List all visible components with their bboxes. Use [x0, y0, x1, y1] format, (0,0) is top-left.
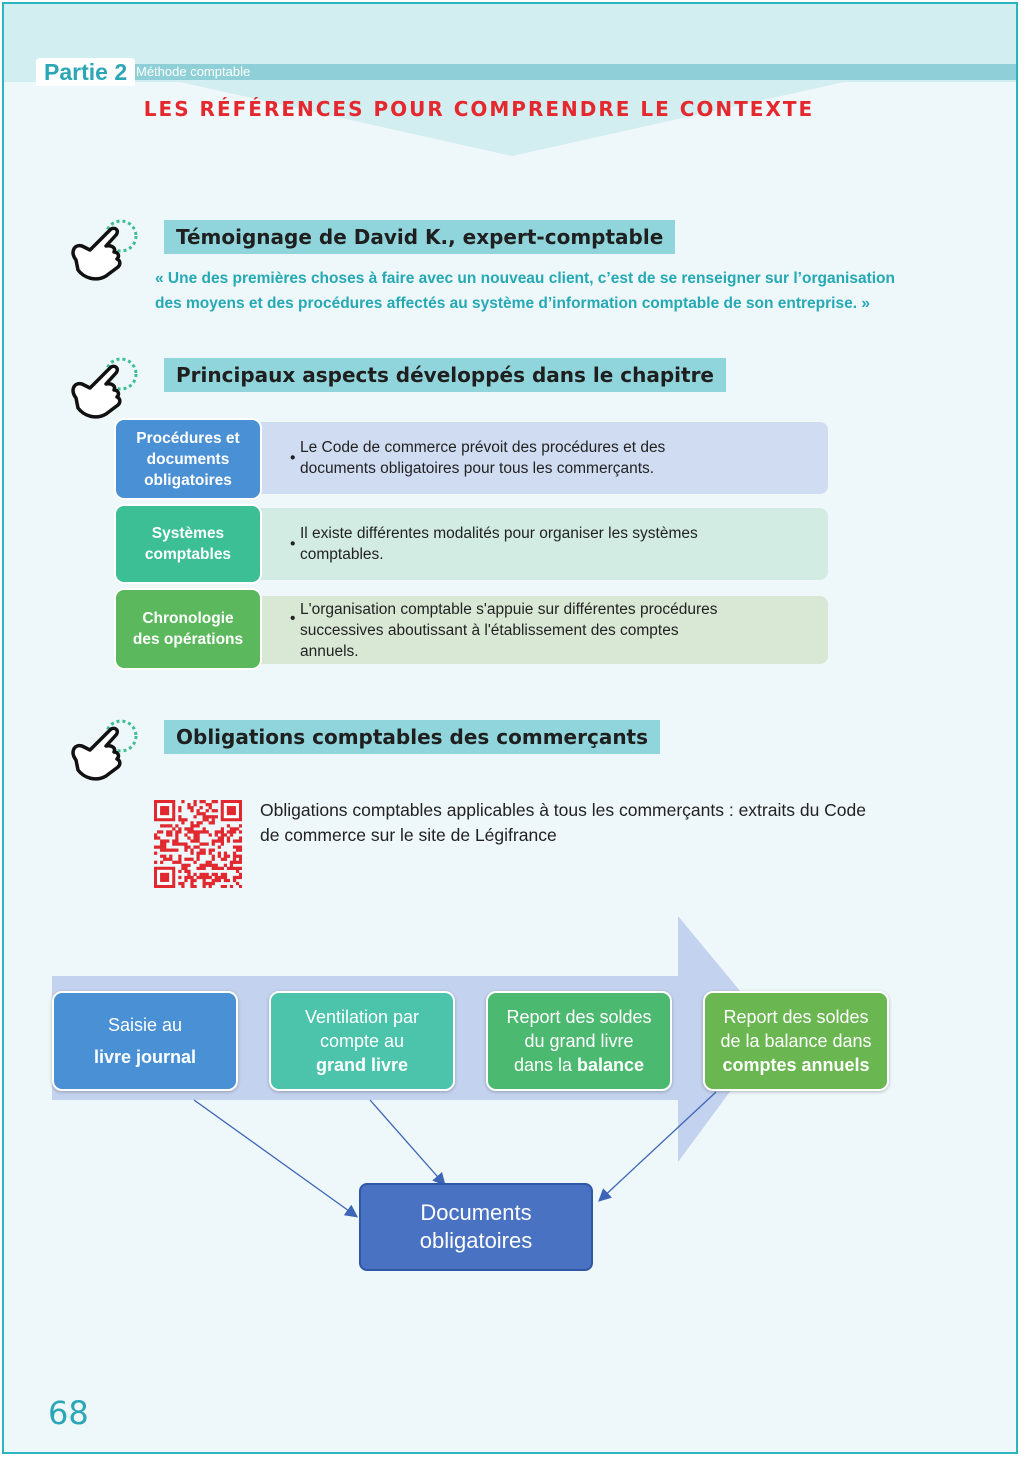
aspect-label-chronologie [116, 590, 260, 668]
connector-arrow [194, 1100, 356, 1216]
aspect-label-line: Chronologie [142, 610, 234, 627]
aspect-desc-line: annuels. [300, 642, 359, 660]
aspect-label-line: Procédures et [136, 429, 240, 447]
aspect-label-line: comptables [144, 546, 232, 563]
aspect-description [260, 508, 828, 580]
flow-step-line: Report des soldes [506, 1007, 652, 1027]
aspect-desc-line: Il existe différentes modalités pour organiser les systèmes [300, 525, 698, 542]
flow-step-line: Report des soldes [723, 1007, 869, 1027]
documents-line: obligatoires [419, 1228, 533, 1253]
partie-subtitle: Méthode comptable [136, 64, 251, 79]
partie-label: Partie 2 [36, 58, 135, 86]
aspect-label-line: Systèmes [151, 525, 225, 542]
flow-step-line: dans la [513, 1055, 577, 1075]
qr-description [260, 798, 920, 848]
flow-step-comptes-annuels [703, 991, 889, 1091]
qr-code-icon[interactable] [154, 800, 242, 888]
testimony-quote [155, 266, 915, 316]
section-title-obligations: Obligations comptables des commerçants [164, 720, 660, 754]
page-number: 68 [48, 1394, 89, 1432]
qr-description-line: de commerce sur le site de Légifrance [260, 825, 557, 845]
quote-line: « Une des premières choses à faire avec un nouveau client, c’est de se renseigner sur l’organisation [155, 270, 895, 287]
aspect-label-line: des opérations [132, 631, 244, 648]
pointing-hand-icon [66, 350, 146, 420]
flow-step-bold: livre journal [93, 1047, 197, 1067]
aspect-desc-line: documents obligatoires pour tous les commerçants. [300, 460, 655, 477]
documents-obligatoires-box [359, 1183, 593, 1271]
aspect-desc-line: L'organisation comptable s'appuie sur différentes procédures [300, 600, 718, 618]
aspect-label-systemes [116, 506, 260, 582]
page [2, 2, 1018, 1454]
quote-line: des moyens et des procédures affectés au système d’information comptable de son entreprise. » [155, 295, 870, 312]
flow-step-line: de la balance dans [720, 1031, 872, 1051]
partie-bar [122, 64, 1018, 80]
flow-step-line: Saisie au [107, 1015, 183, 1035]
connector-arrow [600, 1092, 716, 1200]
flow-step-line: du grand livre [524, 1031, 634, 1051]
flow-step-bold: comptes annuels [722, 1055, 870, 1075]
aspect-desc-line: successives aboutissant à l'établissement des comptes [300, 621, 679, 639]
aspect-label-procedures [116, 420, 260, 498]
flow-step-bold: balance [577, 1055, 645, 1075]
section-title-aspects: Principaux aspects développés dans le chapitre [164, 358, 726, 392]
aspect-desc-line: Le Code de commerce prévoit des procédures et des [300, 439, 666, 456]
header-band [4, 4, 1018, 164]
section-title-temoignage: Témoignage de David K., expert-comptable [164, 220, 675, 254]
bullet: • [290, 449, 296, 467]
page-title: LES RÉFÉRENCES POUR COMPRENDRE LE CONTEXTE [143, 97, 815, 121]
flow-step-saisie [52, 991, 238, 1091]
aspect-label-line: documents [146, 450, 230, 468]
flow-step-line: Ventilation par [304, 1007, 420, 1027]
aspect-description [260, 422, 828, 494]
qr-description-line: Obligations comptables applicables à tous les commerçants : extraits du Code [260, 800, 866, 820]
flow-step-ventilation [269, 991, 455, 1091]
pointing-hand-icon [66, 712, 146, 782]
bullet: • [290, 610, 296, 627]
documents-line: Documents [420, 1200, 532, 1225]
aspect-description [260, 596, 828, 664]
aspect-label-line: obligatoires [144, 471, 232, 489]
flow-step-line: compte au [319, 1031, 405, 1051]
bullet: • [290, 535, 296, 553]
flow-step-report-balance [486, 991, 672, 1091]
pointing-hand-icon [66, 212, 146, 282]
connector-arrow [370, 1100, 444, 1184]
flow-step-bold: grand livre [315, 1055, 409, 1075]
aspect-desc-line: comptables. [300, 546, 384, 563]
